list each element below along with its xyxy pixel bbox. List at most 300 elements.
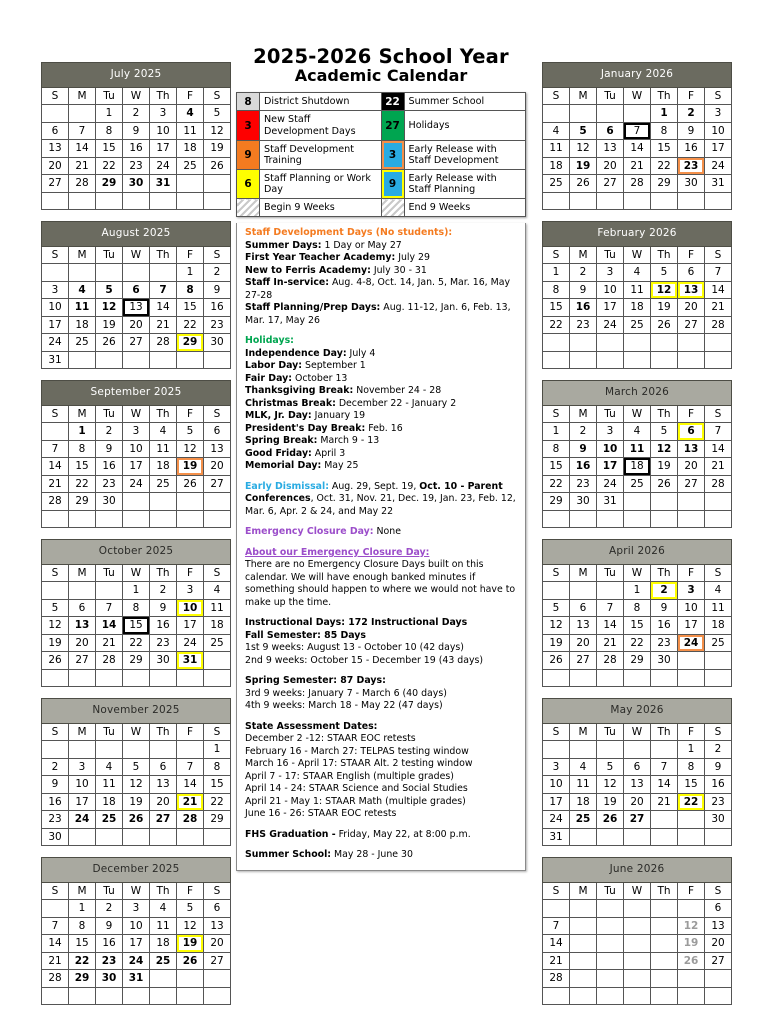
day-cell-11[interactable]: 11 [651,917,678,935]
day-cell-31[interactable]: 31 [177,652,204,670]
day-cell-8[interactable]: 8 [543,440,570,458]
day-cell-29[interactable]: 29 [570,970,597,988]
day-cell-25[interactable]: 25 [204,634,231,652]
day-cell-2[interactable]: 2 [42,758,69,776]
day-cell-26[interactable]: 26 [42,652,69,670]
day-cell-14[interactable]: 14 [624,140,651,158]
day-cell-6[interactable]: 6 [69,599,96,617]
day-cell-9[interactable]: 9 [123,122,150,140]
day-cell-7[interactable]: 7 [150,281,177,299]
day-cell-15[interactable]: 15 [96,140,123,158]
day-cell-4[interactable]: 4 [570,758,597,776]
day-cell-28[interactable]: 28 [651,811,678,829]
day-cell-27[interactable]: 27 [624,811,651,829]
day-cell-7[interactable]: 7 [597,599,624,617]
day-cell-7[interactable]: 7 [624,122,651,140]
day-cell-25[interactable]: 25 [651,952,678,970]
day-cell-5[interactable]: 5 [570,122,597,140]
day-cell-15[interactable]: 15 [651,140,678,158]
day-cell-17[interactable]: 17 [69,793,96,811]
day-cell-25[interactable]: 25 [543,175,570,193]
day-cell-16[interactable]: 16 [96,935,123,953]
day-cell-20[interactable]: 20 [597,157,624,175]
day-cell-26[interactable]: 26 [678,952,705,970]
day-cell-20[interactable]: 20 [678,299,705,317]
day-cell-10[interactable]: 10 [177,599,204,617]
day-cell-22[interactable]: 22 [96,157,123,175]
day-cell-2[interactable]: 2 [678,105,705,123]
day-cell-18[interactable]: 18 [543,157,570,175]
day-cell-21[interactable]: 21 [705,458,732,476]
day-cell-3[interactable]: 3 [69,758,96,776]
day-cell-19[interactable]: 19 [42,634,69,652]
day-cell-5[interactable]: 5 [597,758,624,776]
day-cell-28[interactable]: 28 [96,652,123,670]
day-cell-20[interactable]: 20 [204,458,231,476]
day-cell-4[interactable]: 4 [624,264,651,282]
day-cell-16[interactable]: 16 [678,140,705,158]
day-cell-29[interactable]: 29 [96,175,123,193]
day-cell-15[interactable]: 15 [543,458,570,476]
day-cell-4[interactable]: 4 [204,582,231,600]
day-cell-28[interactable]: 28 [177,811,204,829]
day-cell-10[interactable]: 10 [624,917,651,935]
day-cell-4[interactable]: 4 [177,105,204,123]
day-cell-27[interactable]: 27 [123,334,150,352]
day-cell-28[interactable]: 28 [42,970,69,988]
day-cell-7[interactable]: 7 [705,264,732,282]
day-cell-19[interactable]: 19 [123,793,150,811]
day-cell-18[interactable]: 18 [624,299,651,317]
day-cell-7[interactable]: 7 [42,917,69,935]
day-cell-22[interactable]: 22 [543,475,570,493]
day-cell-24[interactable]: 24 [678,634,705,652]
day-cell-17[interactable]: 17 [123,458,150,476]
day-cell-1[interactable]: 1 [177,264,204,282]
day-cell-23[interactable]: 23 [42,811,69,829]
day-cell-17[interactable]: 17 [123,935,150,953]
day-cell-13[interactable]: 13 [204,440,231,458]
day-cell-17[interactable]: 17 [624,935,651,953]
day-cell-14[interactable]: 14 [651,776,678,794]
day-cell-10[interactable]: 10 [705,122,732,140]
day-cell-3[interactable]: 3 [705,105,732,123]
day-cell-2[interactable]: 2 [570,264,597,282]
day-cell-29[interactable]: 29 [69,493,96,511]
day-cell-30[interactable]: 30 [705,811,732,829]
day-cell-16[interactable]: 16 [42,793,69,811]
day-cell-10[interactable]: 10 [69,776,96,794]
day-cell-12[interactable]: 12 [123,776,150,794]
day-cell-16[interactable]: 16 [150,617,177,635]
day-cell-1[interactable]: 1 [624,582,651,600]
day-cell-23[interactable]: 23 [123,157,150,175]
day-cell-30[interactable]: 30 [651,652,678,670]
day-cell-20[interactable]: 20 [705,935,732,953]
day-cell-12[interactable]: 12 [678,917,705,935]
day-cell-19[interactable]: 19 [96,316,123,334]
day-cell-15[interactable]: 15 [123,617,150,635]
day-cell-8[interactable]: 8 [204,758,231,776]
day-cell-3[interactable]: 3 [678,582,705,600]
day-cell-2[interactable]: 2 [204,264,231,282]
day-cell-6[interactable]: 6 [624,758,651,776]
day-cell-14[interactable]: 14 [150,299,177,317]
day-cell-27[interactable]: 27 [204,475,231,493]
day-cell-18[interactable]: 18 [570,793,597,811]
day-cell-29[interactable]: 29 [123,652,150,670]
day-cell-19[interactable]: 19 [678,935,705,953]
day-cell-25[interactable]: 25 [96,811,123,829]
day-cell-23[interactable]: 23 [96,952,123,970]
day-cell-14[interactable]: 14 [177,776,204,794]
day-cell-30[interactable]: 30 [96,493,123,511]
day-cell-19[interactable]: 19 [177,935,204,953]
day-cell-8[interactable]: 8 [123,599,150,617]
day-cell-12[interactable]: 12 [42,617,69,635]
day-cell-29[interactable]: 29 [651,175,678,193]
day-cell-23[interactable]: 23 [678,157,705,175]
day-cell-14[interactable]: 14 [543,935,570,953]
day-cell-15[interactable]: 15 [543,299,570,317]
day-cell-21[interactable]: 21 [42,952,69,970]
day-cell-13[interactable]: 13 [678,281,705,299]
day-cell-5[interactable]: 5 [123,758,150,776]
day-cell-24[interactable]: 24 [42,334,69,352]
day-cell-24[interactable]: 24 [597,475,624,493]
day-cell-24[interactable]: 24 [705,157,732,175]
day-cell-29[interactable]: 29 [543,493,570,511]
day-cell-12[interactable]: 12 [177,440,204,458]
day-cell-2[interactable]: 2 [705,741,732,759]
day-cell-8[interactable]: 8 [624,599,651,617]
day-cell-22[interactable]: 22 [624,634,651,652]
day-cell-13[interactable]: 13 [150,776,177,794]
day-cell-8[interactable]: 8 [543,281,570,299]
day-cell-20[interactable]: 20 [678,458,705,476]
day-cell-20[interactable]: 20 [69,634,96,652]
day-cell-27[interactable]: 27 [570,652,597,670]
day-cell-22[interactable]: 22 [543,316,570,334]
day-cell-17[interactable]: 17 [597,299,624,317]
day-cell-24[interactable]: 24 [624,952,651,970]
day-cell-9[interactable]: 9 [96,440,123,458]
day-cell-27[interactable]: 27 [678,316,705,334]
day-cell-24[interactable]: 24 [177,634,204,652]
day-cell-21[interactable]: 21 [543,952,570,970]
day-cell-6[interactable]: 6 [705,900,732,918]
day-cell-8[interactable]: 8 [69,917,96,935]
day-cell-12[interactable]: 12 [651,440,678,458]
day-cell-13[interactable]: 13 [705,917,732,935]
day-cell-30[interactable]: 30 [96,970,123,988]
day-cell-14[interactable]: 14 [69,140,96,158]
day-cell-27[interactable]: 27 [204,952,231,970]
day-cell-14[interactable]: 14 [96,617,123,635]
day-cell-12[interactable]: 12 [543,617,570,635]
day-cell-18[interactable]: 18 [624,458,651,476]
day-cell-17[interactable]: 17 [150,140,177,158]
day-cell-17[interactable]: 17 [678,617,705,635]
day-cell-5[interactable]: 5 [177,900,204,918]
day-cell-4[interactable]: 4 [150,423,177,441]
day-cell-20[interactable]: 20 [624,793,651,811]
day-cell-24[interactable]: 24 [150,157,177,175]
day-cell-11[interactable]: 11 [624,281,651,299]
day-cell-28[interactable]: 28 [543,970,570,988]
day-cell-22[interactable]: 22 [177,316,204,334]
day-cell-16[interactable]: 16 [651,617,678,635]
day-cell-15[interactable]: 15 [204,776,231,794]
day-cell-2[interactable]: 2 [570,423,597,441]
day-cell-5[interactable]: 5 [651,423,678,441]
day-cell-25[interactable]: 25 [570,811,597,829]
day-cell-13[interactable]: 13 [42,140,69,158]
day-cell-17[interactable]: 17 [177,617,204,635]
day-cell-31[interactable]: 31 [123,970,150,988]
day-cell-10[interactable]: 10 [123,917,150,935]
day-cell-22[interactable]: 22 [204,793,231,811]
day-cell-27[interactable]: 27 [150,811,177,829]
day-cell-3[interactable]: 3 [177,582,204,600]
day-cell-25[interactable]: 25 [69,334,96,352]
day-cell-2[interactable]: 2 [123,105,150,123]
day-cell-12[interactable]: 12 [204,122,231,140]
day-cell-14[interactable]: 14 [42,935,69,953]
day-cell-15[interactable]: 15 [624,617,651,635]
day-cell-19[interactable]: 19 [204,140,231,158]
day-cell-30[interactable]: 30 [597,970,624,988]
day-cell-12[interactable]: 12 [597,776,624,794]
day-cell-11[interactable]: 11 [543,140,570,158]
day-cell-4[interactable]: 4 [543,122,570,140]
day-cell-15[interactable]: 15 [570,935,597,953]
day-cell-7[interactable]: 7 [69,122,96,140]
day-cell-1[interactable]: 1 [543,423,570,441]
day-cell-13[interactable]: 13 [570,617,597,635]
day-cell-26[interactable]: 26 [123,811,150,829]
day-cell-29[interactable]: 29 [177,334,204,352]
day-cell-26[interactable]: 26 [651,475,678,493]
day-cell-14[interactable]: 14 [705,440,732,458]
day-cell-20[interactable]: 20 [150,793,177,811]
day-cell-4[interactable]: 4 [96,758,123,776]
day-cell-3[interactable]: 3 [150,105,177,123]
day-cell-25[interactable]: 25 [150,952,177,970]
day-cell-25[interactable]: 25 [705,634,732,652]
day-cell-1[interactable]: 1 [678,741,705,759]
day-cell-1[interactable]: 1 [69,900,96,918]
day-cell-23[interactable]: 23 [597,952,624,970]
day-cell-23[interactable]: 23 [570,316,597,334]
day-cell-6[interactable]: 6 [597,122,624,140]
day-cell-31[interactable]: 31 [42,351,69,369]
day-cell-27[interactable]: 27 [69,652,96,670]
day-cell-31[interactable]: 31 [597,493,624,511]
day-cell-28[interactable]: 28 [705,475,732,493]
day-cell-2[interactable]: 2 [96,423,123,441]
day-cell-21[interactable]: 21 [150,316,177,334]
day-cell-23[interactable]: 23 [705,793,732,811]
day-cell-22[interactable]: 22 [123,634,150,652]
day-cell-10[interactable]: 10 [597,281,624,299]
day-cell-17[interactable]: 17 [543,793,570,811]
day-cell-18[interactable]: 18 [651,935,678,953]
day-cell-5[interactable]: 5 [42,599,69,617]
day-cell-7[interactable]: 7 [705,423,732,441]
day-cell-3[interactable]: 3 [543,758,570,776]
day-cell-5[interactable]: 5 [96,281,123,299]
day-cell-19[interactable]: 19 [543,634,570,652]
day-cell-21[interactable]: 21 [177,793,204,811]
day-cell-13[interactable]: 13 [624,776,651,794]
day-cell-6[interactable]: 6 [204,900,231,918]
day-cell-29[interactable]: 29 [69,970,96,988]
day-cell-16[interactable]: 16 [597,935,624,953]
day-cell-12[interactable]: 12 [570,140,597,158]
day-cell-8[interactable]: 8 [570,917,597,935]
day-cell-16[interactable]: 16 [204,299,231,317]
day-cell-16[interactable]: 16 [705,776,732,794]
day-cell-4[interactable]: 4 [150,900,177,918]
day-cell-9[interactable]: 9 [42,776,69,794]
day-cell-7[interactable]: 7 [42,440,69,458]
day-cell-1[interactable]: 1 [543,264,570,282]
day-cell-19[interactable]: 19 [177,458,204,476]
day-cell-23[interactable]: 23 [570,475,597,493]
day-cell-3[interactable]: 3 [123,900,150,918]
day-cell-6[interactable]: 6 [204,423,231,441]
day-cell-8[interactable]: 8 [177,281,204,299]
day-cell-21[interactable]: 21 [96,634,123,652]
day-cell-24[interactable]: 24 [123,952,150,970]
day-cell-2[interactable]: 2 [150,582,177,600]
day-cell-6[interactable]: 6 [42,122,69,140]
day-cell-31[interactable]: 31 [705,175,732,193]
day-cell-19[interactable]: 19 [570,157,597,175]
day-cell-6[interactable]: 6 [570,599,597,617]
day-cell-18[interactable]: 18 [705,617,732,635]
day-cell-19[interactable]: 19 [597,793,624,811]
day-cell-27[interactable]: 27 [705,952,732,970]
day-cell-16[interactable]: 16 [570,299,597,317]
day-cell-20[interactable]: 20 [42,157,69,175]
day-cell-13[interactable]: 13 [678,440,705,458]
day-cell-5[interactable]: 5 [651,264,678,282]
day-cell-20[interactable]: 20 [204,935,231,953]
day-cell-30[interactable]: 30 [570,493,597,511]
day-cell-9[interactable]: 9 [570,281,597,299]
day-cell-18[interactable]: 18 [150,935,177,953]
day-cell-16[interactable]: 16 [570,458,597,476]
day-cell-29[interactable]: 29 [204,811,231,829]
day-cell-14[interactable]: 14 [705,281,732,299]
day-cell-7[interactable]: 7 [96,599,123,617]
day-cell-26[interactable]: 26 [177,475,204,493]
day-cell-26[interactable]: 26 [177,952,204,970]
day-cell-9[interactable]: 9 [150,599,177,617]
day-cell-16[interactable]: 16 [96,458,123,476]
day-cell-29[interactable]: 29 [624,652,651,670]
day-cell-22[interactable]: 22 [651,157,678,175]
day-cell-6[interactable]: 6 [678,423,705,441]
day-cell-17[interactable]: 17 [42,316,69,334]
day-cell-13[interactable]: 13 [204,917,231,935]
day-cell-10[interactable]: 10 [123,440,150,458]
day-cell-14[interactable]: 14 [42,458,69,476]
day-cell-17[interactable]: 17 [597,458,624,476]
day-cell-28[interactable]: 28 [597,652,624,670]
day-cell-24[interactable]: 24 [543,811,570,829]
day-cell-15[interactable]: 15 [69,458,96,476]
day-cell-5[interactable]: 5 [204,105,231,123]
day-cell-3[interactable]: 3 [597,264,624,282]
day-cell-22[interactable]: 22 [69,475,96,493]
day-cell-22[interactable]: 22 [678,793,705,811]
day-cell-25[interactable]: 25 [624,475,651,493]
day-cell-1[interactable]: 1 [651,105,678,123]
day-cell-26[interactable]: 26 [543,652,570,670]
day-cell-18[interactable]: 18 [150,458,177,476]
day-cell-23[interactable]: 23 [150,634,177,652]
day-cell-16[interactable]: 16 [123,140,150,158]
day-cell-1[interactable]: 1 [123,582,150,600]
day-cell-26[interactable]: 26 [651,316,678,334]
day-cell-11[interactable]: 11 [96,776,123,794]
day-cell-22[interactable]: 22 [69,952,96,970]
day-cell-8[interactable]: 8 [678,758,705,776]
day-cell-25[interactable]: 25 [150,475,177,493]
day-cell-26[interactable]: 26 [570,175,597,193]
day-cell-7[interactable]: 7 [177,758,204,776]
day-cell-30[interactable]: 30 [150,652,177,670]
day-cell-8[interactable]: 8 [96,122,123,140]
day-cell-28[interactable]: 28 [42,493,69,511]
day-cell-26[interactable]: 26 [597,811,624,829]
day-cell-4[interactable]: 4 [705,582,732,600]
day-cell-28[interactable]: 28 [69,175,96,193]
day-cell-13[interactable]: 13 [597,140,624,158]
day-cell-6[interactable]: 6 [150,758,177,776]
day-cell-6[interactable]: 6 [678,264,705,282]
day-cell-18[interactable]: 18 [177,140,204,158]
day-cell-7[interactable]: 7 [651,758,678,776]
day-cell-21[interactable]: 21 [42,475,69,493]
day-cell-5[interactable]: 5 [177,423,204,441]
day-cell-1[interactable]: 1 [204,741,231,759]
day-cell-31[interactable]: 31 [150,175,177,193]
day-cell-11[interactable]: 11 [69,299,96,317]
day-cell-22[interactable]: 22 [570,952,597,970]
day-cell-11[interactable]: 11 [150,917,177,935]
day-cell-3[interactable]: 3 [123,423,150,441]
day-cell-4[interactable]: 4 [624,423,651,441]
day-cell-21[interactable]: 21 [597,634,624,652]
day-cell-10[interactable]: 10 [150,122,177,140]
day-cell-23[interactable]: 23 [96,475,123,493]
day-cell-27[interactable]: 27 [42,175,69,193]
day-cell-28[interactable]: 28 [624,175,651,193]
day-cell-11[interactable]: 11 [705,599,732,617]
day-cell-11[interactable]: 11 [204,599,231,617]
day-cell-1[interactable]: 1 [69,423,96,441]
day-cell-24[interactable]: 24 [123,475,150,493]
day-cell-25[interactable]: 25 [624,316,651,334]
day-cell-2[interactable]: 2 [96,900,123,918]
day-cell-18[interactable]: 18 [96,793,123,811]
day-cell-9[interactable]: 9 [204,281,231,299]
day-cell-24[interactable]: 24 [69,811,96,829]
